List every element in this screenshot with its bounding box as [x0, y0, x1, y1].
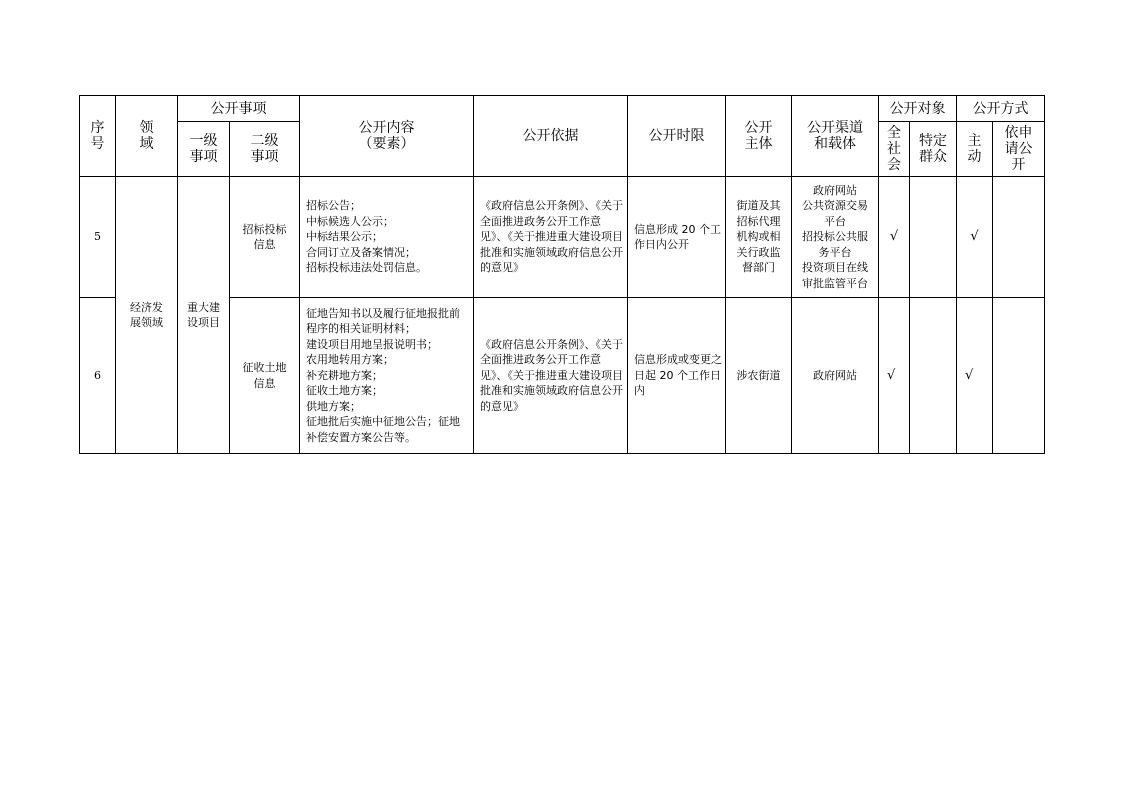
- row-seq: 5: [80, 177, 116, 298]
- on-request-check: [993, 298, 1045, 454]
- disclosure-table: [79, 95, 1045, 454]
- header-channel: 公开渠道 和载体: [792, 96, 879, 177]
- field-cell: 经济发 展领域: [116, 177, 178, 454]
- content-cell: 征地告知书以及履行征地报批前程序的相关证明材料； 建设项目用地呈报说明书； 农用地转用方案； 补充耕地方案； 征收土地方案； 供地方案； 征地批后实施中征地公告；征地补偿安置方案公告等。: [300, 298, 474, 454]
- header-items-group: 公开事项: [178, 96, 300, 122]
- table-row: [80, 177, 1045, 298]
- subject-cell: 涉农街道: [726, 298, 792, 454]
- whole-society-check: √: [879, 177, 910, 298]
- header-level2: 二级 事项: [230, 122, 300, 177]
- header-level1: 一级 事项: [178, 122, 230, 177]
- basis-cell: 《政府信息公开条例》、《关于全面推进政务公开工作意见》、《关于推进重大建设项目批准和实施领域政府信息公开的意见》: [474, 177, 628, 298]
- time-limit-cell: 信息形成或变更之日起 20 个工作日内: [628, 298, 726, 454]
- channel-cell: 政府网站: [792, 298, 879, 454]
- header-active: 主 动: [957, 122, 993, 177]
- header-time-limit: 公开时限: [628, 96, 726, 177]
- header-specific-group: 特定 群众: [910, 122, 957, 177]
- header-basis: 公开依据: [474, 96, 628, 177]
- time-limit-cell: 信息形成 20 个工作日内公开: [628, 177, 726, 298]
- content-cell: 招标公告； 中标候选人公示； 中标结果公示； 合同订立及备案情况； 招标投标违法处罚信息。: [300, 177, 474, 298]
- row-seq: 6: [80, 298, 116, 454]
- level1-cell: 重大建 设项目: [178, 177, 230, 454]
- header-seq: 序 号: [80, 96, 116, 177]
- header-subject: 公开 主体: [726, 96, 792, 177]
- subject-cell: 街道及其 招标代理 机构或相 关行政监 督部门: [726, 177, 792, 298]
- specific-group-check: [910, 177, 957, 298]
- header-content: 公开内容 （要素）: [300, 96, 474, 177]
- active-check: √: [957, 298, 993, 454]
- on-request-check: [993, 177, 1045, 298]
- basis-cell: 《政府信息公开条例》、《关于全面推进政务公开工作意见》、《关于推进重大建设项目批准和实施领域政府信息公开的意见》: [474, 298, 628, 454]
- whole-society-check: √: [879, 298, 910, 454]
- header-whole-society: 全 社 会: [879, 122, 910, 177]
- active-check: √: [957, 177, 993, 298]
- header-field: 领 域: [116, 96, 178, 177]
- header-method-group: 公开方式: [957, 96, 1045, 122]
- header-target-group: 公开对象: [879, 96, 957, 122]
- channel-cell: 政府网站 公共资源交易 平台 招投标公共服 务平台 投资项目在线 审批监管平台: [792, 177, 879, 298]
- specific-group-check: [910, 298, 957, 454]
- header-on-request: 依申 请公 开: [993, 122, 1045, 177]
- level2-cell: 招标投标 信息: [230, 177, 300, 298]
- level2-cell: 征收土地 信息: [230, 298, 300, 454]
